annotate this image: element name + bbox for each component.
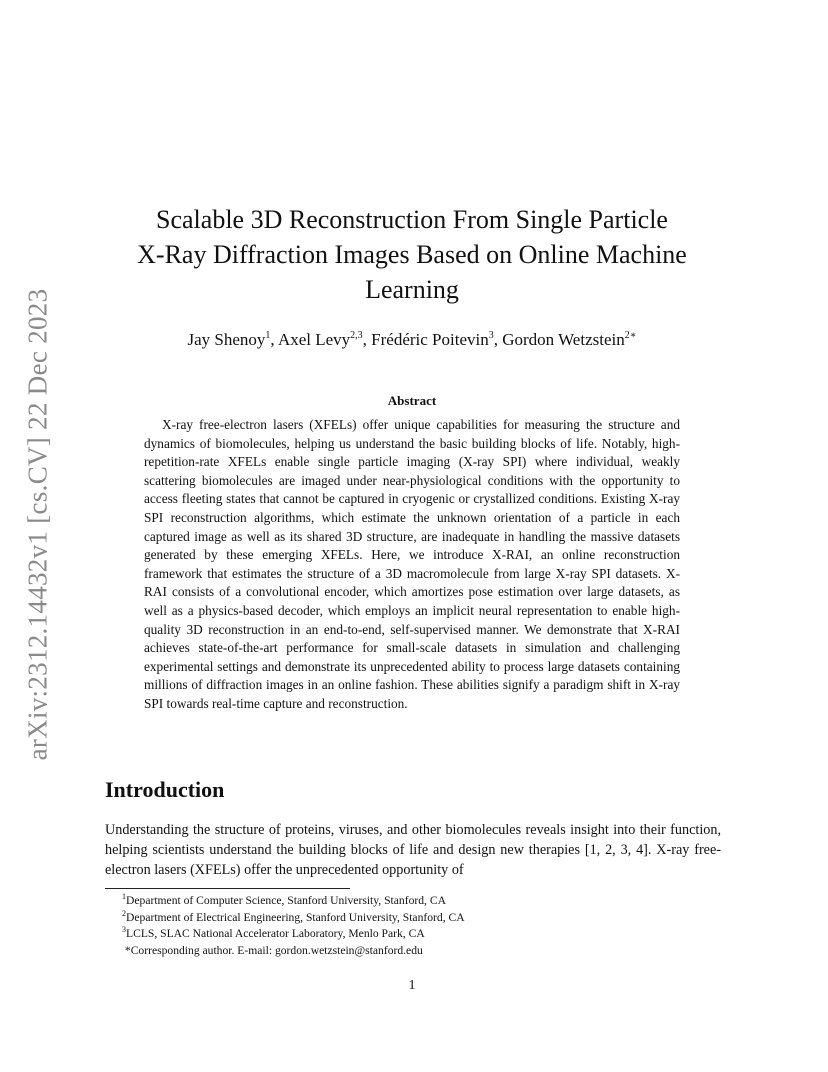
author-name: Frédéric Poitevin bbox=[371, 330, 489, 349]
author-name: Gordon Wetzstein bbox=[502, 330, 625, 349]
footnotes bbox=[122, 893, 722, 959]
footnote-text: LCLS, SLAC National Accelerator Laboratory, Menlo Park, CA bbox=[126, 927, 425, 941]
introduction-heading: Introduction bbox=[105, 777, 225, 802]
footnote-mark: 3 bbox=[122, 925, 126, 935]
abstract-text: X-ray free-electron lasers (XFELs) offer unique capabilities for measuring the structure and dynamics of biomolecules, helping us understand the basic building blocks of life. Notably, high-repetition-rate XFELs enable single particle imaging (X-ray SPI) where individual, weakly scattering biomolecules are imaged under near-physiological conditions with the opportunity to access fleeting states that cannot be captured in cryogenic or crystallized conditions. Existing X-ray SPI reconstruction algorithms, which estimate the unknown orientation of a particle in each captured image as well as its shared 3D structure, are inadequate in handling the massive datasets generated by these emerging XFELs. Here, we introduce X-RAI, an online reconstruction framework that estimates the structure of a 3D macromolecule from large X-ray SPI datasets. X-RAI consists of a convolutional encoder, which amortizes pose estimation over large datasets, as well as a physics-based decoder, which employs an implicit neural representation to enable high-quality 3D reconstruction in an end-to-end, self-supervised manner. We demonstrate that X-RAI achieves state-of-the-art performance for small-scale datasets in simulation and challenging experimental settings and demonstrate its unprecedented ability to process large datasets containing millions of diffraction images in an online fashion. These abilities signify a paradigm shift in X-ray SPI towards real-time capture and reconstruction. bbox=[144, 417, 680, 711]
footnote-text: Department of Electrical Engineering, Stanford University, Stanford, CA bbox=[126, 910, 465, 924]
author-affiliation-mark: 2∗ bbox=[624, 330, 637, 341]
author-separator: , bbox=[270, 330, 278, 349]
author bbox=[502, 330, 636, 349]
footnote bbox=[122, 926, 722, 943]
title-line-3: Learning bbox=[365, 275, 459, 304]
author-separator: , bbox=[362, 330, 372, 349]
title-line-2: X-Ray Diffraction Images Based on Online Machine bbox=[137, 240, 687, 269]
author-list bbox=[100, 328, 724, 352]
author-affiliation-mark: 1 bbox=[265, 330, 271, 341]
author bbox=[187, 330, 277, 349]
footnote bbox=[122, 910, 722, 927]
author-separator: , bbox=[493, 330, 503, 349]
author-affiliation-mark: 3 bbox=[488, 330, 494, 341]
arxiv-identifier-stamp bbox=[12, 284, 64, 764]
author-affiliation-mark: 2,3 bbox=[350, 330, 363, 341]
footnote bbox=[122, 893, 722, 910]
footnote-mark: 2 bbox=[122, 908, 126, 918]
abstract-heading: Abstract bbox=[387, 393, 437, 408]
arxiv-identifier-text: arXiv:2312.14432v1 [cs.CV] 22 Dec 2023 bbox=[22, 288, 53, 760]
footnote-text: *Corresponding author. E-mail: gordon.wetzstein@stanford.edu bbox=[124, 943, 423, 957]
author bbox=[371, 330, 502, 349]
author bbox=[278, 330, 371, 349]
author-name: Axel Levy bbox=[277, 330, 351, 349]
footnote-text: Department of Computer Science, Stanford University, Stanford, CA bbox=[126, 894, 446, 907]
introduction-text: Understanding the structure of proteins, viruses, and other biomolecules reveals insight into their function, helping scientists understand the building blocks of life and design new therapies [1, 2, 3, 4]. X-ray free-electron lasers (XFELs) offer the unprecedented opportunity of bbox=[105, 822, 721, 878]
footnote-divider bbox=[105, 888, 350, 889]
footnote-mark: 1 bbox=[122, 892, 126, 901]
paper-title bbox=[100, 202, 724, 307]
page-number: 1 bbox=[408, 978, 416, 993]
footnote bbox=[122, 943, 722, 960]
title-line-1: Scalable 3D Reconstruction From Single Particle bbox=[156, 205, 668, 234]
author-name: Jay Shenoy bbox=[187, 330, 266, 349]
